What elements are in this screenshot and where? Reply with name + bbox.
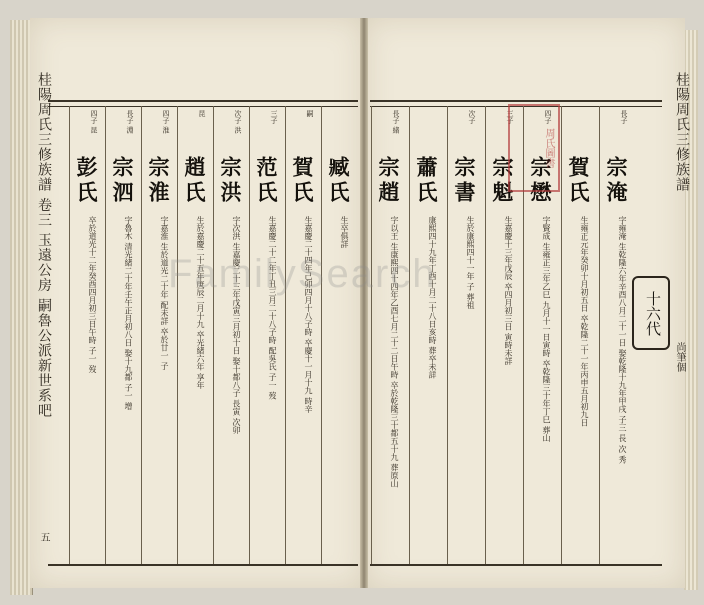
left-column-rule (105, 106, 106, 564)
entry-detail: 字以王 生康熙四十四年乙酉七月二十二日午時 卒於乾隆三十都五十九 葬原山 (390, 216, 399, 488)
left-column-rule (249, 106, 250, 564)
entry-detail: 生嘉慶十三年戊辰 卒四月初三日 寅時未詳 (504, 216, 513, 366)
entry-name: 范氏 (254, 156, 279, 206)
entry-detail: 生嘉慶二十二年丁丑三月二十八子時 配吳氏 子一 歿 (268, 216, 277, 400)
left-entry (216, 108, 244, 562)
entry-relation-note (326, 110, 350, 154)
entry-detail: 生於嘉慶二十五年庚辰二月十九 卒光緒六年 享年 (196, 216, 205, 390)
right-frame-top (370, 100, 662, 102)
entry-detail: 生雍正元年癸卯十月初五日 卒乾隆二十一年丙申五月初九日 (580, 216, 589, 427)
left-entry (108, 108, 136, 562)
right-column-rule (447, 106, 448, 564)
right-entry (412, 108, 440, 562)
entry-detail: 卒於道光十二年癸酉四月初三日午時 子一 歿 (88, 216, 97, 374)
entry-detail: 字魯木 清光緒二十年壬午正月初八日 娶十九都 子一 增 (124, 216, 133, 411)
left-title-column: 桂陽周氏三修族譜 卷三 玉遠公房 嗣魯公派新世系吧 (36, 72, 52, 419)
entry-relation-note: 昆 (198, 110, 206, 117)
left-frame-bottom (48, 564, 358, 566)
entry-relation-note: 長子 淵 (126, 110, 134, 134)
entry-detail: 字雍淹 生乾隆六年辛酉八月二十一日 娶乾隆十九年甲戌 子三 長 次 秀 (618, 216, 627, 464)
right-column-rule (561, 106, 562, 564)
entry-detail: 康熙四十九年丁酉十月二十八日亥時 葬卒未詳 (428, 216, 437, 379)
entry-name: 宗書 (452, 156, 477, 206)
left-entry (288, 108, 316, 562)
right-title-column: 桂陽周氏三修族譜 (674, 72, 690, 192)
entry-name: 宗趙 (376, 156, 401, 206)
entry-relation-note: 長子 (620, 110, 628, 124)
right-column-rule (599, 106, 600, 564)
entry-relation-note: 次子 洪 (234, 110, 242, 134)
entry-detail: 字嘉淮 生於道光二十年 配未詳 卒於廿一 子 (160, 216, 169, 371)
entry-relation-note: 四子 昆 (90, 110, 98, 134)
left-column-rule (213, 106, 214, 564)
entry-name: 宗魁 (490, 156, 515, 206)
left-entry (324, 108, 352, 562)
left-column-rule (69, 106, 70, 564)
entry-name: 宗洪 (218, 156, 243, 206)
entry-relation-note (566, 110, 590, 154)
left-frame-top (48, 100, 358, 102)
entry-name: 宗淮 (146, 156, 171, 206)
open-book (8, 12, 698, 597)
right-entry (564, 108, 592, 562)
red-seal-stamp: 周氏圖書 (508, 104, 560, 192)
entry-detail: 生卒俱詳 (340, 216, 349, 248)
left-column-rule (177, 106, 178, 564)
entry-name: 彭氏 (74, 156, 99, 206)
right-column-rule (409, 106, 410, 564)
right-folio-note: 尚筆個 (674, 342, 685, 372)
right-entry (374, 108, 402, 562)
entry-name: 宗淹 (604, 156, 629, 206)
entry-name: 臧氏 (326, 156, 351, 206)
entry-relation-note: 四子 (544, 110, 552, 124)
left-entry (252, 108, 280, 562)
entry-detail: 生嘉慶二十四年己卯四月十八子時 卒慶十一月十九 時辛 (304, 216, 313, 414)
left-column-rule (321, 106, 322, 564)
book-gutter (360, 18, 368, 588)
left-column-rule (141, 106, 142, 564)
left-frame-inner (48, 106, 358, 107)
entry-relation-note: 次子 (468, 110, 476, 124)
left-page-number: 五 (38, 532, 49, 542)
entry-name: 趙氏 (182, 156, 207, 206)
right-column-rule (485, 106, 486, 564)
entry-name: 宗泗 (110, 156, 135, 206)
entry-relation-note: 嗣 (306, 110, 314, 117)
entry-name: 賀氏 (290, 156, 315, 206)
entry-detail: 字次洪 生嘉慶二十三年戊寅三月初十日 娶十都八子 長寅 次卯 (232, 216, 241, 435)
entry-name: 賀氏 (566, 156, 591, 206)
left-entry (72, 108, 100, 562)
watermark: FamilySearch (168, 252, 437, 296)
left-entry (180, 108, 208, 562)
entry-relation-note: 三子 (270, 110, 278, 124)
entry-relation-note (414, 110, 438, 154)
left-column-rule (285, 106, 286, 564)
entry-detail: 生於康熙四十一年 子 葬祖 (466, 216, 475, 310)
right-entry (602, 108, 630, 562)
entry-relation-note: 四子 淮 (162, 110, 170, 134)
entry-name: 蕭氏 (414, 156, 439, 206)
right-frame-bottom (370, 564, 662, 566)
left-entry (144, 108, 172, 562)
entry-detail: 字賢成 生雍正三年乙巳 九月十一日寅時 卒乾隆三十年丁巳 葬山 (542, 216, 551, 443)
entry-relation-note: 三子 (506, 110, 514, 124)
entry-name: 宗懋 (528, 156, 553, 206)
right-entry (450, 108, 478, 562)
entry-relation-note: 長子 緒 (392, 110, 400, 134)
generation-badge: 十六代 (632, 276, 670, 350)
right-column-rule (371, 106, 372, 564)
